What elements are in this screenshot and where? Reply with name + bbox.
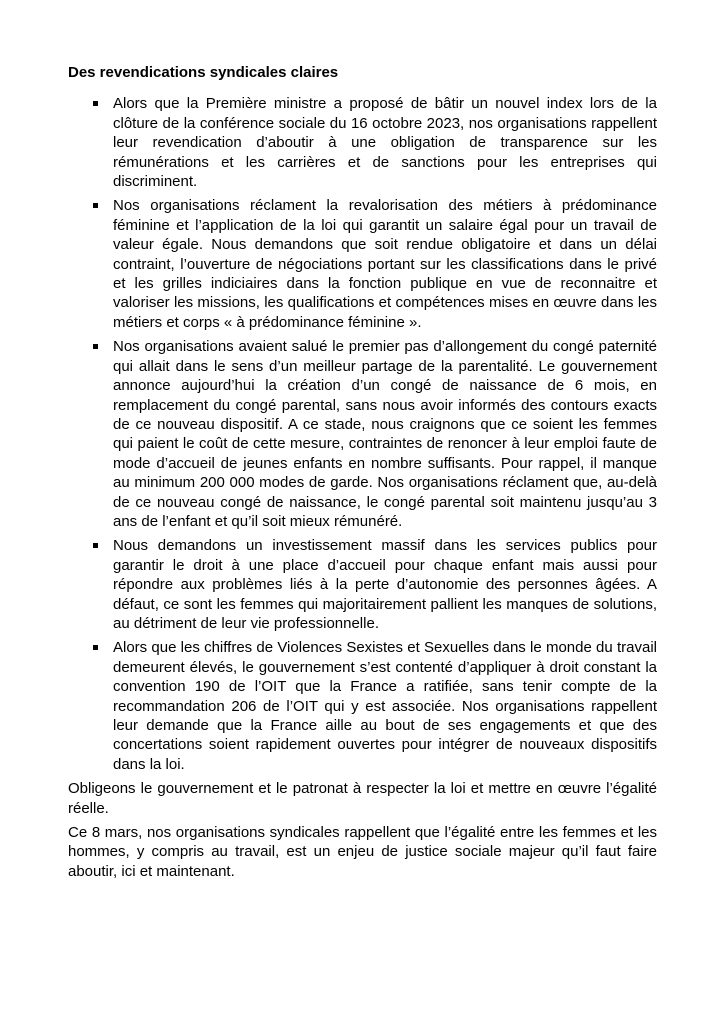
square-bullet-icon (93, 344, 98, 349)
bullet-item-revalorisation (68, 196, 657, 332)
bullet-item-conge-parental (68, 337, 657, 531)
bullet-item-text: Nos organisations avaient salué le premier pas d’allongement du congé paternité qui allait dans le sens d’un meilleur partage de la parentalité. Le gouvernement annonce aujourd’hui la création d’un congé de naissance de 6 mois, en remplacement du congé parental, sans nous avoir informés des contours exacts de ce nouveau dispositif. A ce stade, nous craignons que ce soient les femmes qui paient le coût de cette mesure, contraintes de renoncer à leur emploi faute de mode d’accueil de jeunes enfants en nombre suffisants. Pour rappel, il manque au minimum 200 000 modes de garde. Nos organisations réclament que, au-delà de ce nouveau congé de naissance, le congé parental soit maintenu jusqu’au 3 ans de l’enfant et qu’il soit mieux rémunéré. (113, 338, 657, 530)
bullet-item-text: Nos organisations réclament la revalorisation des métiers à prédominance féminine et l’application de la loi qui garantit un salaire égal pour un travail de valeur égale. Nous demandons que soit rendue obligatoire et dans un délai contraint, l’ouverture de négociations portant sur les classifications dans le privé et les grilles indiciaires dans la fonction publique en vue de reconnaitre et valoriser les missions, les qualifications et compétences mises en œuvre dans les métiers et corps « à prédominance féminine ». (113, 197, 657, 331)
section-heading: Des revendications syndicales claires (68, 64, 339, 81)
bullet-item-services-publics (68, 536, 657, 633)
closing-paragraph-8-mars: Ce 8 mars, nos organisations syndicales rappellent que l’égalité entre les femmes et les hommes, y compris au travail, est un enjeu de justice sociale majeur qu’il faut faire aboutir, ici et maintenant. (68, 824, 657, 880)
bullet-item-text: Alors que la Première ministre a proposé de bâtir un nouvel index lors de la clôture de la conférence sociale du 16 octobre 2023, nos organisations rappellent leur revendication d’aboutir à une obligation de transparence sur les rémunérations et les carrières et de sanctions pour les entreprises qui discriminent. (113, 95, 657, 191)
bullet-item-violences (68, 638, 657, 774)
closing-paragraph-obligation: Obligeons le gouvernement et le patronat à respecter la loi et mettre en œuvre l’égalité réelle. (68, 780, 657, 817)
bullet-item-text: Nous demandons un investissement massif dans les services publics pour garantir le droit à une place d’accueil pour chaque enfant mais aussi pour répondre aux problèmes liés à la perte d’autonomie des personnes âgées. A défaut, ce sont les femmes qui majoritairement pallient les manques de solutions, au détriment de leur vie professionnelle. (113, 537, 657, 632)
square-bullet-icon (93, 543, 98, 548)
bullet-item-index (68, 94, 657, 191)
square-bullet-icon (93, 203, 98, 208)
square-bullet-icon (93, 101, 98, 106)
bullet-item-text: Alors que les chiffres de Violences Sexistes et Sexuelles dans le monde du travail demeurent élevés, le gouvernement s’est contenté d’appliquer à droit constant la convention 190 de l’OIT que la France a ratifiée, sans tenir compte de la recommandation 206 de l’OIT qui y est associée. Nos organisations rappellent leur demande que la France aille au bout de ses engagements et que des concertations soient rapidement ouvertes pour intégrer de nouveaux dispositifs dans la loi. (113, 639, 657, 773)
square-bullet-icon (93, 645, 98, 650)
bullet-list (68, 94, 657, 774)
